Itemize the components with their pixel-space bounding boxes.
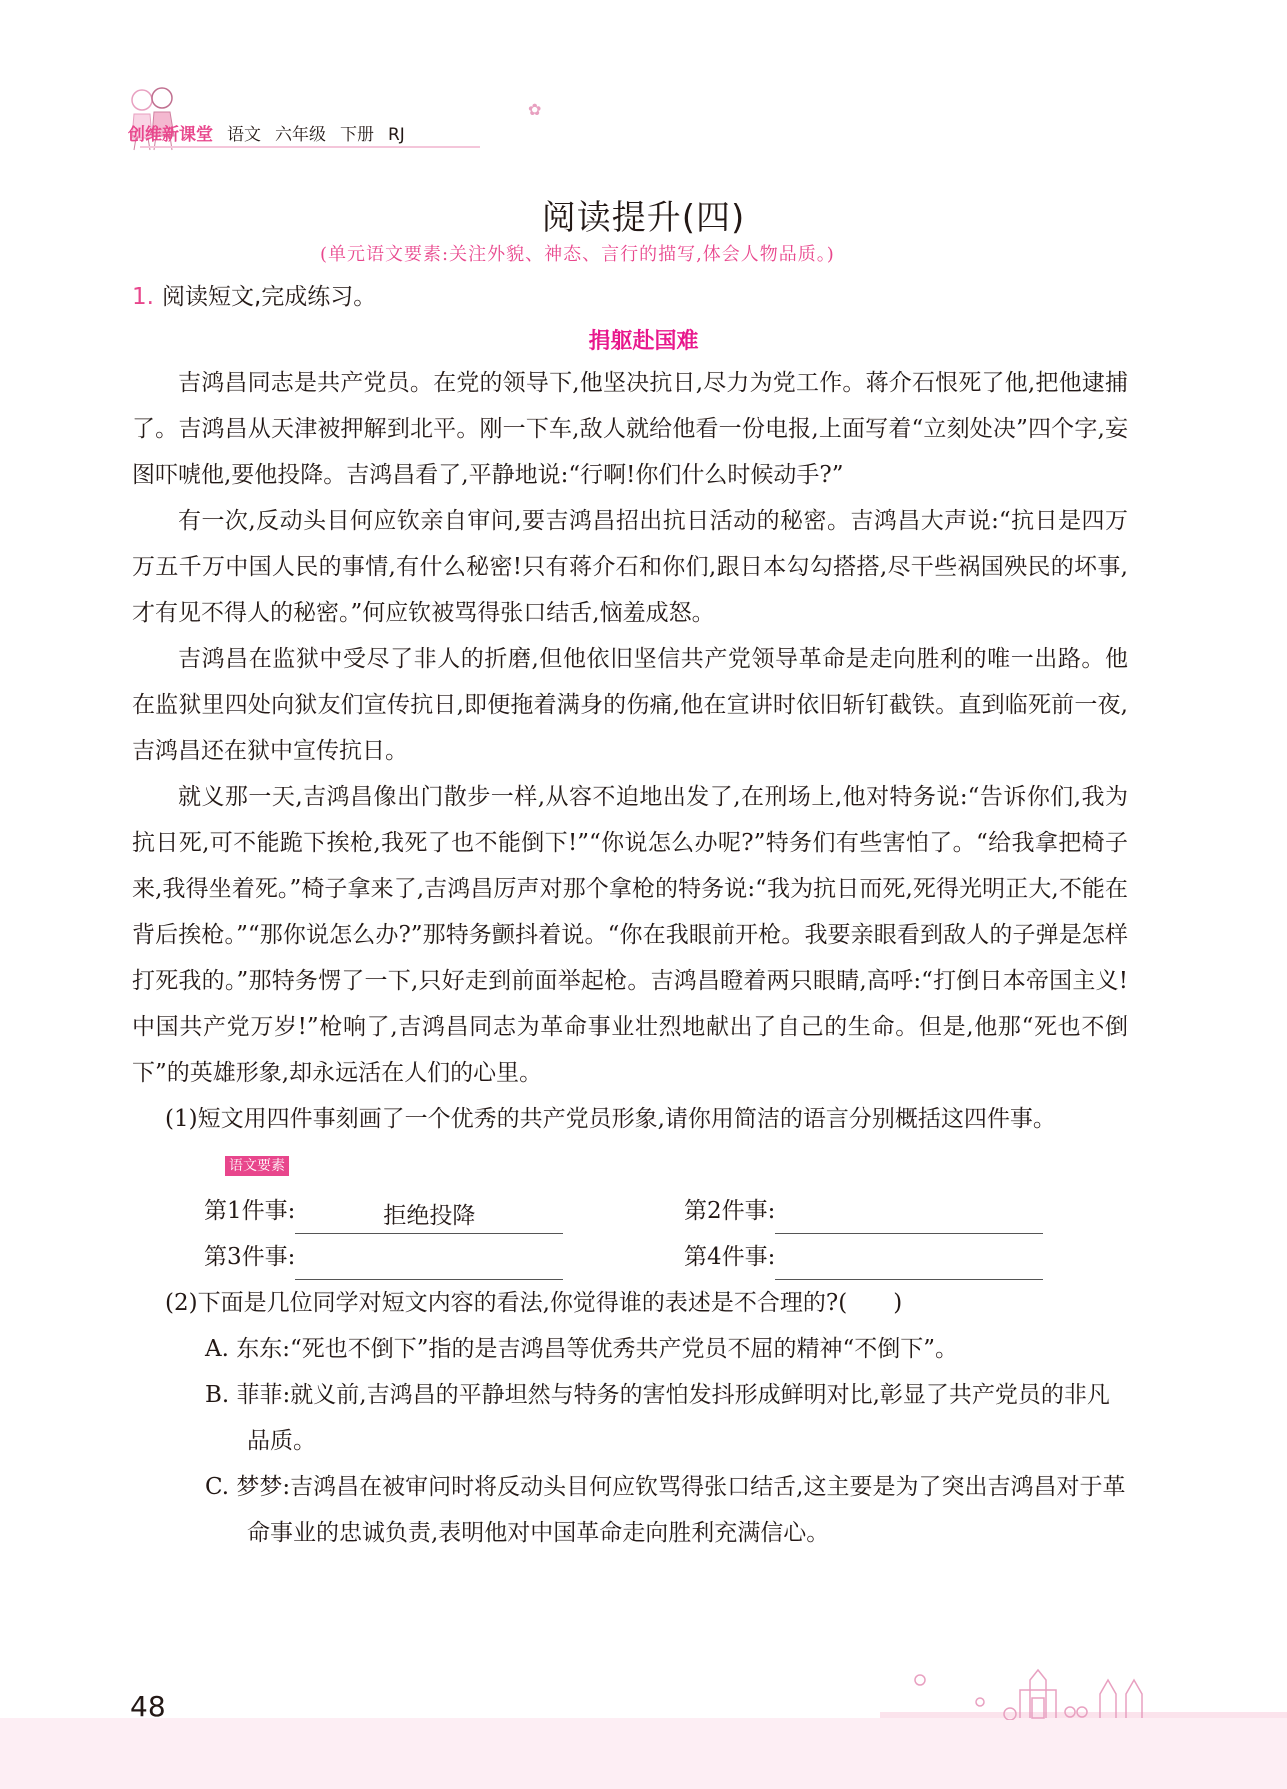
field-label: 第1件事: xyxy=(204,1198,296,1224)
option-text-cont: 鸿昌对于革命事业的忠诚负责,表明他对中国革命走向胜利充满信心。 xyxy=(247,1474,1126,1546)
option-b[interactable] xyxy=(205,1372,1128,1464)
flower-icon: ✿ xyxy=(528,100,542,119)
option-text-cont: 党员的非凡品质。 xyxy=(247,1382,1110,1454)
field-label: 第4件事: xyxy=(684,1244,776,1270)
tag-badge: 语文要素 xyxy=(225,1156,289,1176)
option-text: C. 梦梦:吉鸿昌在被审问时将反动头目何应钦骂得张口结舌,这主要是为了突出吉 xyxy=(205,1474,1011,1500)
answer-field-4 xyxy=(684,1234,1164,1280)
answer-fields xyxy=(204,1188,1128,1280)
field-label: 第3件事: xyxy=(204,1244,296,1270)
option-text: B. 菲菲:就义前,吉鸿昌的平静坦然与特务的害怕发抖形成鲜明对比,彰显了共产 xyxy=(205,1382,995,1408)
paragraph: 吉鸿昌同志是共产党员。在党的领导下,他坚决抗日,尽力为党工作。蒋介石恨死了他,把他逮捕了。吉鸿昌从天津被押解到北平。刚一下车,敌人就给他看一份电报,上面写着“立刻处决”四个字,妄图吓唬他,要他投降。吉鸿昌看了,平静地说:“行啊!你们什么时候动手?” xyxy=(132,370,1128,488)
answer-field-3 xyxy=(204,1234,684,1280)
option-text: A. 东东:“死也不倒下”指的是吉鸿昌等优秀共产党员不屈的精神“不倒下”。 xyxy=(205,1336,959,1362)
option-a[interactable] xyxy=(205,1326,1128,1372)
answer-input-1[interactable]: 拒绝投降 xyxy=(295,1199,563,1234)
option-c[interactable] xyxy=(205,1464,1128,1556)
paragraph: 就义那一天,吉鸿昌像出门散步一样,从容不迫地出发了,在刑场上,他对特务说:“告诉你们,我为抗日死,可不能跪下挨枪,我死了也不能倒下!”“你说怎么办呢?”特务们有些害怕了。“给我拿把椅子来,我得坐着死。”椅子拿来了,吉鸿昌厉声对那个拿枪的特务说:“我为抗日而死,死得光明正大,不能在背后挨枪。”“那你说怎么办?”那特务颤抖着说。“你在我眼前开枪。我要亲眼看到敌人的子弹是怎样打死我的。”那特务愣了一下,只好走到前面举起枪。吉鸿昌瞪着两只眼睛,高呼:“打倒日本帝国主义!中国共产党万岁!”枪响了,吉鸿昌同志为革命事业壮烈地献出了自己的生命。但是,他那“死也不倒下”的英雄形象,却永远活在人们的心里。 xyxy=(132,784,1128,1086)
castle-illustration xyxy=(880,1650,1160,1720)
volume: 下册 xyxy=(340,125,374,145)
page-title: 阅读提升(四) xyxy=(541,198,746,238)
answer-field-2 xyxy=(684,1188,1164,1234)
footer-band-top xyxy=(880,1712,1287,1718)
story-body xyxy=(132,360,1128,1096)
sub-question-1 xyxy=(165,1096,1128,1188)
sub-question-1-text: (1)短文用四件事刻画了一个优秀的共产党员形象,请你用简洁的语言分别概括这四件事。 xyxy=(165,1106,1056,1132)
paragraph: 吉鸿昌在监狱中受尽了非人的折磨,但他依旧坚信共产党领导革命是走向胜利的唯一出路。他在监狱里四处向狱友们宣传抗日,即便拖着满身的伤痛,他在宣讲时依旧斩钉截铁。直到临死前一夜,吉鸿昌还在狱中宣传抗日。 xyxy=(132,646,1128,764)
question-1 xyxy=(132,278,376,311)
subject: 语文 xyxy=(227,125,261,145)
answer-field-1 xyxy=(204,1188,684,1234)
content-flow xyxy=(132,360,1128,1556)
question-number: 1. xyxy=(132,284,154,310)
unit-goal: (单元语文要素:关注外貌、神态、言行的描写,体会人物品质。) xyxy=(320,244,835,265)
brand-name: 创维新课堂 xyxy=(128,125,213,145)
edition: RJ xyxy=(388,125,405,145)
story-title: 捐躯赴国难 xyxy=(588,329,699,354)
sub-question-2: (2)下面是几位同学对短文内容的看法,你觉得谁的表述是不合理的?( ) xyxy=(165,1290,903,1316)
header-divider xyxy=(140,146,480,148)
running-header xyxy=(128,120,405,145)
field-label: 第2件事: xyxy=(684,1198,776,1224)
question-text: 阅读短文,完成练习。 xyxy=(161,284,377,310)
footer-band xyxy=(0,1718,1287,1789)
paragraph: 有一次,反动头目何应钦亲自审问,要吉鸿昌招出抗日活动的秘密。吉鸿昌大声说:“抗日是四万万五千万中国人民的事情,有什么秘密!只有蒋介石和你们,跟日本勾勾搭搭,尽干些祸国殃民的坏事,才有见不得人的秘密。”何应钦被骂得张口结舌,恼羞成怒。 xyxy=(132,508,1128,626)
grade: 六年级 xyxy=(275,125,326,145)
page-number: 48 xyxy=(130,1690,166,1723)
